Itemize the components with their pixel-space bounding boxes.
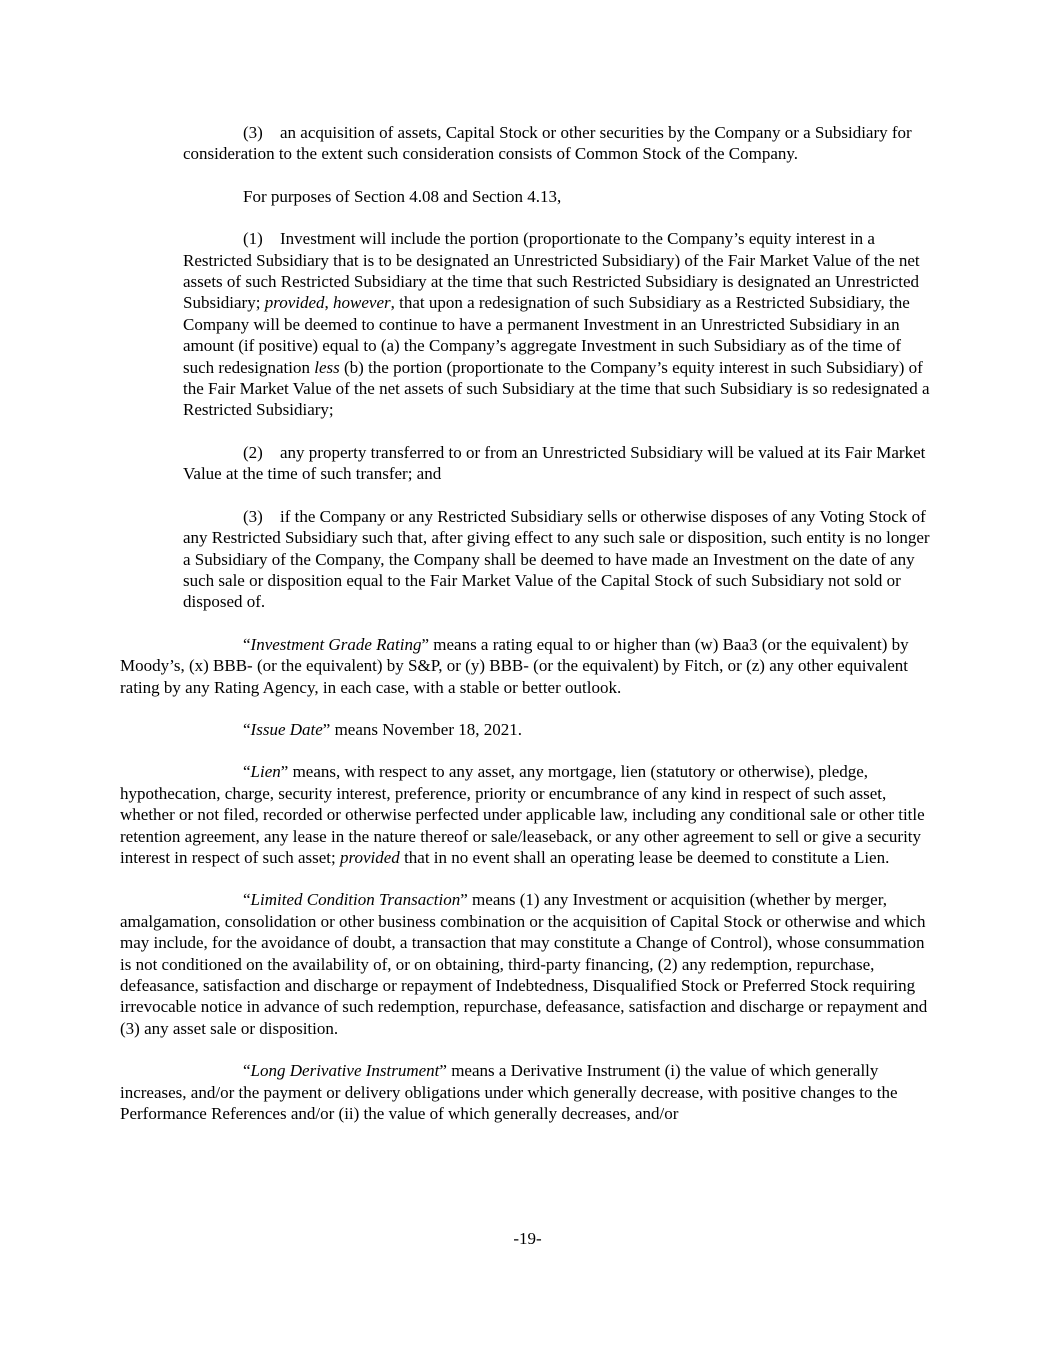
text-run: “	[243, 890, 251, 910]
clause-3-voting-stock-sale	[183, 506, 932, 613]
defined-term: Investment Grade Rating	[250, 634, 422, 654]
defined-term: Issue Date	[250, 719, 323, 739]
text-run: For purposes of Section 4.08 and Section 4.13,	[243, 186, 562, 206]
defined-term: Limited Condition Transaction	[250, 890, 461, 910]
italic-term: provided	[264, 293, 325, 313]
definition-lien	[120, 761, 932, 868]
list-item-number: (3)	[243, 123, 263, 142]
text-run: “	[243, 762, 251, 782]
text-run: if the Company or any Restricted Subsidiary sells or otherwise disposes of any Voting Stock of any Restricted Subsidiary such that, after giving effect to any such sale or disposition, such entity is no longer a Subsidiary of the Company, the Company shall be deemed to have made an Investment on the date of any such sale or disposition equal to the Fair Market Value of the Capital Stock of such Subsidiary not sold or disposed of.	[183, 506, 930, 612]
page-number: -19-	[513, 1229, 542, 1248]
text-run: ,	[324, 293, 334, 313]
list-item-number: (3)	[243, 506, 263, 526]
text-run: that in no event shall an operating lease be deemed to constitute a Lien.	[399, 847, 890, 867]
text-run: ” means, with respect to any asset, any mortgage, lien (statutory or otherwise), pledge, hypothecation, charge, security interest, preference, priority or encumbrance of any kind in respect of such asset, whether or not filed, recorded or otherwise perfected under applicable law, including any conditional sale or other title retention agreement, any lease in the nature thereof or sale/leaseback, or any other agreement to sell or give a security interest in respect of such asset;	[120, 762, 925, 867]
italic-term: however	[333, 293, 391, 313]
defined-term: Long Derivative Instrument	[250, 1061, 440, 1081]
purposes-intro	[120, 186, 932, 207]
definition-limited-condition-transaction	[120, 889, 932, 1039]
text-run: an acquisition of assets, Capital Stock or other securities by the Company or a Subsidiary for consideration to the extent such consideration consists of Common Stock of the Company.	[183, 123, 912, 164]
clause-1-investment-portion	[183, 228, 932, 421]
defined-term: Lien	[250, 762, 281, 782]
document-body	[120, 122, 932, 1145]
text-run: “	[243, 719, 251, 739]
text-run: ” means (1) any Investment or acquisition (whether by merger, amalgamation, consolidation or other business combination or the acquisition of Capital Stock or otherwise and which may include, for the avoidance of doubt, a transaction that may constitute a Change of Control), whose consummation is not conditioned on the availability of, or on obtaining, third-party financing, (2) any redemption, repurchase, defeasance, satisfaction and discharge or repayment of Indebtedness, Disqualified Stock or Preferred Stock requiring irrevocable notice in advance of such redemption, repurchase, defeasance, satisfaction and discharge or repayment and (3) any asset sale or disposition.	[120, 890, 928, 1038]
clause-3-common-stock-consideration	[183, 122, 932, 165]
clause-2-property-transfer	[183, 442, 932, 485]
definition-long-derivative-instrument	[120, 1060, 932, 1124]
definition-issue-date	[120, 719, 932, 740]
italic-term: provided	[340, 847, 400, 867]
text-run: ” means a Derivative Instrument (i) the value of which generally increases, and/or the payment or delivery obligations under which generally decrease, with positive changes to the Performance References and/or (ii) the value of which generally decreases, and/or	[120, 1061, 898, 1124]
text-run: “	[243, 1061, 251, 1081]
text-run: (b) the portion (proportionate to the Company’s equity interest in such Subsidiary) of the Fair Market Value of the net assets of such Subsidiary at the time that such Subsidiary is so redesignated a Restricted Subsidiary;	[183, 357, 930, 420]
text-run: Investment will include the portion (proportionate to the Company’s equity interest in a Restricted Subsidiary that is to be designated an Unrestricted Subsidiary) of the Fair Market Value of the net assets of such Restricted Subsidiary at the time that such Restricted Subsidiary is designated an Unrestricted Subsidiary;	[183, 229, 920, 313]
list-item-number: (2)	[243, 442, 263, 462]
text-run: any property transferred to or from an Unrestricted Subsidiary will be valued at its Fair Market Value at the time of such transfer; and	[183, 442, 926, 484]
list-item-number: (1)	[243, 229, 263, 249]
definition-investment-grade-rating	[120, 634, 932, 698]
text-run: “	[243, 634, 251, 654]
text-run: , that upon a redesignation of such Subsidiary as a Restricted Subsidiary, the Company will be deemed to continue to have a permanent Investment in an Unrestricted Subsidiary in an amount (if positive) equal to (a) the Company’s aggregate Investment in such Subsidiary as of the time of such redesignation	[183, 293, 910, 377]
text-run: ” means November 18, 2021.	[322, 719, 523, 739]
italic-term: less	[314, 357, 340, 377]
text-run: ” means a rating equal to or higher than (w) Baa3 (or the equivalent) by Moody’s, (x) BBB- (or the equivalent) by S&P, or (y) BBB- (or the equivalent) by Fitch, or (z) any other equivalent rating by any Rating Agency, in each case, with a stable or better outlook.	[120, 634, 909, 697]
